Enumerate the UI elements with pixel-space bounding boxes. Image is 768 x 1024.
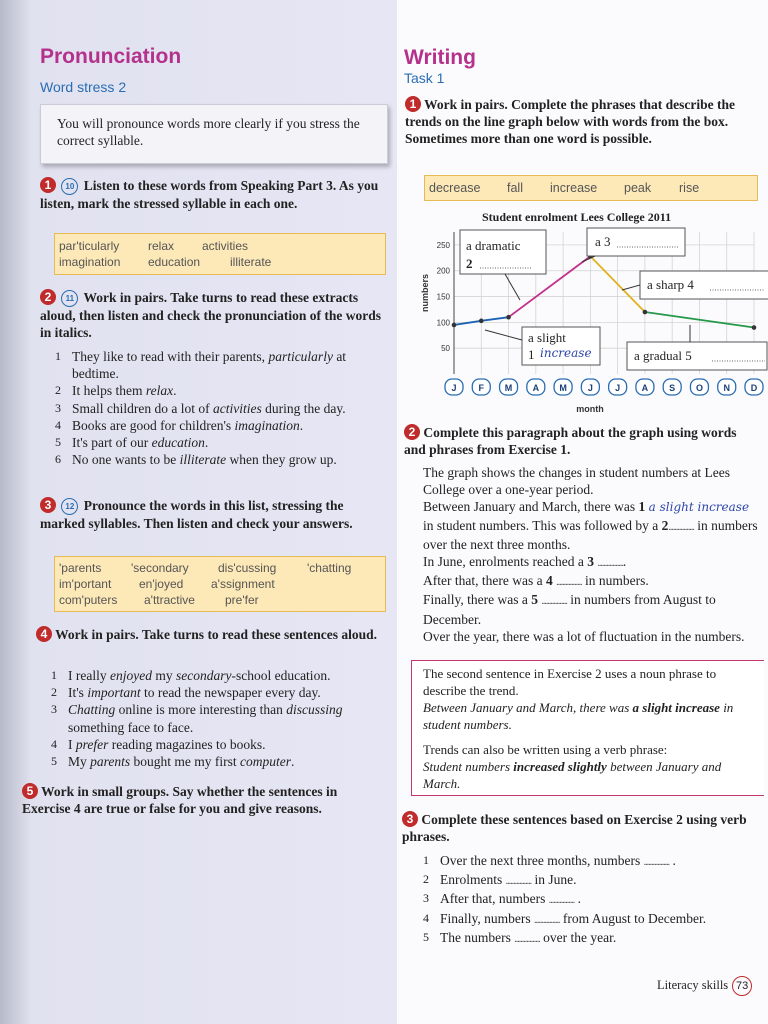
x-tick-label: S <box>669 383 676 393</box>
page-footer <box>657 976 752 996</box>
list-item: 3 After that, numbers ................. . <box>423 891 581 907</box>
ex-number: 3 <box>40 497 56 513</box>
series-segment <box>454 321 481 325</box>
callout-sharp <box>640 271 768 299</box>
x-tick-label: N <box>723 383 730 393</box>
x-tick-label: A <box>641 383 649 393</box>
data-point <box>752 325 757 330</box>
ex-number: 2 <box>40 289 56 305</box>
writing-ex3-list <box>423 852 758 948</box>
word: relax <box>148 239 175 253</box>
callout-slight <box>522 327 600 365</box>
writing-ex2-instruction <box>404 424 760 458</box>
handwritten-answer: increase <box>540 346 592 360</box>
word: increase <box>550 181 598 195</box>
paragraph-line: The graph shows the changes in student numbers at Lees College over a one-year period. <box>423 465 731 498</box>
writing-ex3-instruction <box>402 811 758 845</box>
ex-number: 2 <box>404 424 420 440</box>
tip-line: Trends can also be written using a verb phrase: <box>423 742 668 757</box>
y-tick-label: 150 <box>436 292 450 302</box>
x-axis-ticks <box>445 379 763 395</box>
paragraph-line: In June, enrolments reached a 3 .................. <box>423 554 627 570</box>
paragraph-line: Between January and March, there was 1 a slight increase in student numbers. This was followed by a 2................. in numbers over the next three months. <box>423 499 758 552</box>
svg-text:a slight: a slight <box>528 330 566 345</box>
list-item: 1 I really enjoyed my secondary-school education. <box>51 668 331 683</box>
list-item: 4 Finally, numbers ................. from August to December. <box>423 910 707 926</box>
x-tick-label: J <box>451 383 457 393</box>
x-tick-label: D <box>750 383 758 393</box>
ex-number: 1 <box>40 177 56 193</box>
list-item: 3 Chatting online is more interesting than discussing something face to face. <box>51 702 343 735</box>
word: 'secondary <box>131 561 189 575</box>
ex-number: 4 <box>36 626 52 642</box>
writing-title: Writing <box>404 46 476 69</box>
word: 'chatting <box>307 561 352 575</box>
x-axis-label: month <box>576 404 604 414</box>
data-point <box>506 315 511 320</box>
instruction-text: Listen to these words from Speaking Part 3. As you listen, mark the stressed syllable in each one. <box>40 178 379 211</box>
callout-gradual <box>627 342 767 370</box>
data-point <box>643 310 648 315</box>
instruction-text: Pronounce the words in this list, stressing the marked syllables. Then listen and check your answers. <box>40 498 353 531</box>
tip-box <box>411 660 764 796</box>
list-item: 6 No one wants to be illiterate when they grow up. <box>55 452 337 468</box>
list-item: 1 Over the next three months, numbers ................. . <box>423 853 676 868</box>
word: dis'cussing <box>218 561 277 575</box>
word: fall <box>507 181 523 195</box>
y-axis-ticks <box>437 241 451 353</box>
svg-text:a gradual 5: a gradual 5 <box>634 348 692 363</box>
x-tick-label: J <box>587 383 593 393</box>
ex-number: 3 <box>402 811 418 827</box>
y-tick-label: 200 <box>436 266 450 276</box>
x-tick-label: O <box>695 383 703 393</box>
list-item: 3 Small children do a lot of activities during the day. <box>55 400 346 416</box>
svg-text:2: 2 <box>466 256 473 271</box>
list-item: 5 The numbers ................. over the year. <box>423 929 617 945</box>
list-item: 4 Books are good for children's imagination. <box>55 417 304 433</box>
instruction-text: Complete these sentences based on Exercise 2 using verb phrases. <box>402 812 747 844</box>
paragraph-line: After that, there was a 4 ................. in numbers. <box>423 573 649 589</box>
word: activities <box>202 239 249 253</box>
instruction-text: Work in pairs. Take turns to read these sentences aloud. <box>55 627 378 642</box>
list-item: 1 They like to read with their parents, particularly at bedtime. <box>55 349 347 382</box>
pronunciation-title: Pronunciation <box>40 45 182 68</box>
footer-text: Literacy skills <box>657 978 729 992</box>
word: peak <box>624 181 652 195</box>
word: education <box>148 255 201 269</box>
cd-icon[interactable]: 11 <box>61 290 78 307</box>
writing-task: Task 1 <box>404 70 445 86</box>
cd-icon[interactable]: 10 <box>61 178 78 195</box>
callout-peak <box>587 228 685 256</box>
series-segment <box>481 317 508 321</box>
word: 'parents <box>59 561 102 575</box>
x-tick-label: M <box>559 383 567 393</box>
list-item: 4 I prefer reading magazines to books. <box>51 736 266 752</box>
tip-line: Student numbers increased slightly between January and March. <box>423 759 722 791</box>
word: a'ssignment <box>211 577 275 591</box>
word: illiterate <box>230 255 272 269</box>
list-item: 5 It's part of our education. <box>55 435 209 451</box>
word: decrease <box>429 181 481 195</box>
page-number: 73 <box>732 976 752 996</box>
callout-dramatic <box>460 230 546 274</box>
word: com'puters <box>59 593 118 607</box>
y-tick-label: 250 <box>436 240 450 250</box>
x-tick-label: M <box>504 383 513 393</box>
paragraph-line: Finally, there was a 5 ................. in numbers from August to December. <box>423 592 716 627</box>
svg-text:1: 1 <box>528 347 535 362</box>
svg-text:a sharp 4: a sharp 4 <box>647 277 694 292</box>
instruction-text: Complete this paragraph about the graph using words and phrases from Exercise 1. <box>404 425 737 457</box>
data-point <box>452 323 457 328</box>
y-tick-label: 100 <box>436 318 450 328</box>
data-point <box>479 319 484 324</box>
svg-text:a dramatic: a dramatic <box>466 238 521 253</box>
word: par'ticularly <box>59 239 120 253</box>
cd-icon[interactable]: 12 <box>61 498 78 515</box>
svg-text:a 3: a 3 <box>595 234 611 249</box>
chart-title: Student enrolment Lees College 2011 <box>482 210 672 224</box>
word: rise <box>679 181 700 195</box>
list-item: 2 It's important to read the newspaper every day. <box>51 685 321 701</box>
list-item: 5 My parents bought me my first computer. <box>51 754 295 770</box>
aim-text: You will pronounce words more clearly if you stress the correct syllable. <box>57 116 360 148</box>
x-tick-label: F <box>478 383 485 393</box>
pronunciation-subtitle: Word stress 2 <box>40 79 127 95</box>
writing-ex2-paragraph <box>423 464 761 645</box>
paragraph-line: Over the year, there was a lot of fluctuation in the numbers. <box>423 628 745 644</box>
y-axis-label: numbers <box>420 273 430 312</box>
word: imagination <box>59 255 121 269</box>
x-tick-label: J <box>615 383 621 393</box>
handwritten-answer: a slight increase <box>648 500 750 515</box>
instruction-text: Work in pairs. Complete the phrases that describe the trends on the line graph below with words from the box. Sometimes more than one word is possible. <box>405 97 736 146</box>
word: a'ttractive <box>144 593 195 607</box>
instruction-text: Work in pairs. Take turns to read these extracts aloud, then listen and check the pronunciation of the words in italics. <box>40 290 382 340</box>
word: im'portant <box>59 577 112 591</box>
word: pre'fer <box>225 593 259 607</box>
list-item: 2 It helps them relax. <box>55 383 177 399</box>
instruction-text: Work in small groups. Say whether the sentences in Exercise 4 are true or false for you and give reasons. <box>22 784 338 816</box>
tip-line: Between January and March, there was a slight increase in student numbers. <box>423 700 734 732</box>
tip-line: The second sentence in Exercise 2 uses a noun phrase to describe the trend. <box>423 666 717 698</box>
ex-number: 1 <box>405 96 421 112</box>
ex-number: 5 <box>22 783 38 799</box>
word: en'joyed <box>139 577 184 591</box>
x-tick-label: A <box>532 383 540 393</box>
y-tick-label: 50 <box>441 344 450 354</box>
list-item: 2 Enrolments ................. in June. <box>423 872 577 888</box>
